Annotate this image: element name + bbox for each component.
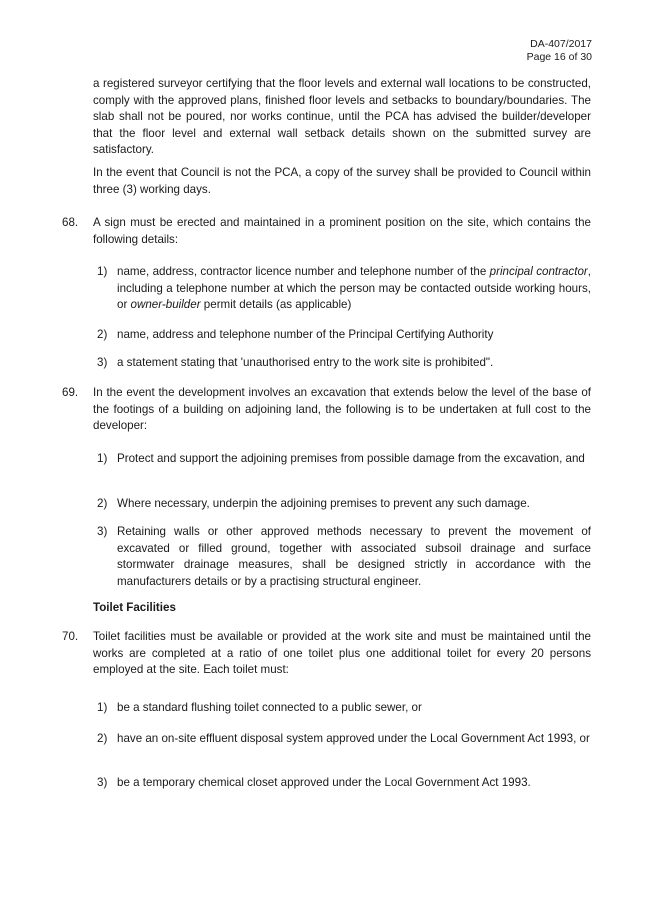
condition-68-number: 68. bbox=[62, 216, 79, 229]
condition-68-item-1 bbox=[117, 264, 591, 314]
condition-70-item-2: have an on-site effluent disposal system approved under the Local Government Act 1993, or bbox=[117, 732, 590, 745]
toilet-facilities-heading: Toilet Facilities bbox=[93, 601, 176, 614]
item-text-italic: principal contractor bbox=[489, 265, 588, 278]
document-reference: DA-407/2017 bbox=[530, 38, 592, 50]
condition-70-item-3: be a temporary chemical closet approved under the Local Government Act 1993. bbox=[117, 776, 531, 789]
condition-70-item-3-number: 3) bbox=[97, 776, 108, 789]
condition-70-text: Toilet facilities must be available or provided at the work site and must be maintained until the works are completed at a ratio of one toilet plus one additional toilet for every 20 persons employed at the site. Each toilet must: bbox=[93, 630, 591, 676]
item-text: name, address, contractor licence number and telephone number of the bbox=[117, 265, 490, 278]
item-text: , including a telephone number at which the person may be contacted outside working hours, or bbox=[117, 265, 591, 311]
item-text: permit details (as applicable) bbox=[200, 298, 352, 311]
page-number: Page 16 of 30 bbox=[526, 51, 592, 63]
continued-paragraph: a registered surveyor certifying that the floor levels and external wall locations to be constructed, comply with the approved plans, finished floor levels and setbacks to boundary/boundaries. The slab shall not be poured, nor works continue, until the PCA has advised the builder/developer that the floor level and external wall setback details shown on the submitted survey are satisfactory. bbox=[93, 77, 591, 156]
condition-69-item-2-number: 2) bbox=[97, 497, 108, 510]
condition-69-item-1: Protect and support the adjoining premises from possible damage from the excavation, and bbox=[117, 452, 585, 465]
condition-69-item-3-number: 3) bbox=[97, 525, 108, 538]
condition-69-item-2: Where necessary, underpin the adjoining premises to prevent any such damage. bbox=[117, 497, 530, 510]
condition-68-text: A sign must be erected and maintained in a prominent position on the site, which contains the following details: bbox=[93, 216, 591, 246]
council-paragraph: In the event that Council is not the PCA, a copy of the survey shall be provided to Council within three (3) working days. bbox=[93, 166, 591, 196]
condition-70-item-1-number: 1) bbox=[97, 701, 108, 714]
condition-69-item-3: Retaining walls or other approved methods necessary to prevent the movement of excavated or filled ground, together with associated subsoil drainage and surface stormwater drainage measures, shall be designed strictly in accordance with the manufacturers details or by a practising structural engineer. bbox=[117, 525, 591, 588]
condition-69-item-1-number: 1) bbox=[97, 452, 108, 465]
condition-70-item-2-number: 2) bbox=[97, 732, 108, 745]
condition-68-item-3-number: 3) bbox=[97, 356, 108, 369]
condition-68-item-1-number: 1) bbox=[97, 265, 108, 278]
page-header bbox=[527, 38, 592, 64]
condition-70-item-1: be a standard flushing toilet connected to a public sewer, or bbox=[117, 701, 422, 714]
condition-69-text: In the event the development involves an excavation that extends below the level of the base of the footings of a building on adjoining land, the following is to be undertaken at full cost to the developer: bbox=[93, 386, 591, 432]
condition-68-item-2-number: 2) bbox=[97, 328, 108, 341]
condition-70-number: 70. bbox=[62, 630, 79, 643]
condition-69-number: 69. bbox=[62, 386, 79, 399]
condition-68-item-3: a statement stating that 'unauthorised entry to the work site is prohibited". bbox=[117, 356, 494, 369]
item-text-italic: owner-builder bbox=[130, 298, 201, 311]
condition-68-item-2: name, address and telephone number of the Principal Certifying Authority bbox=[117, 328, 494, 341]
